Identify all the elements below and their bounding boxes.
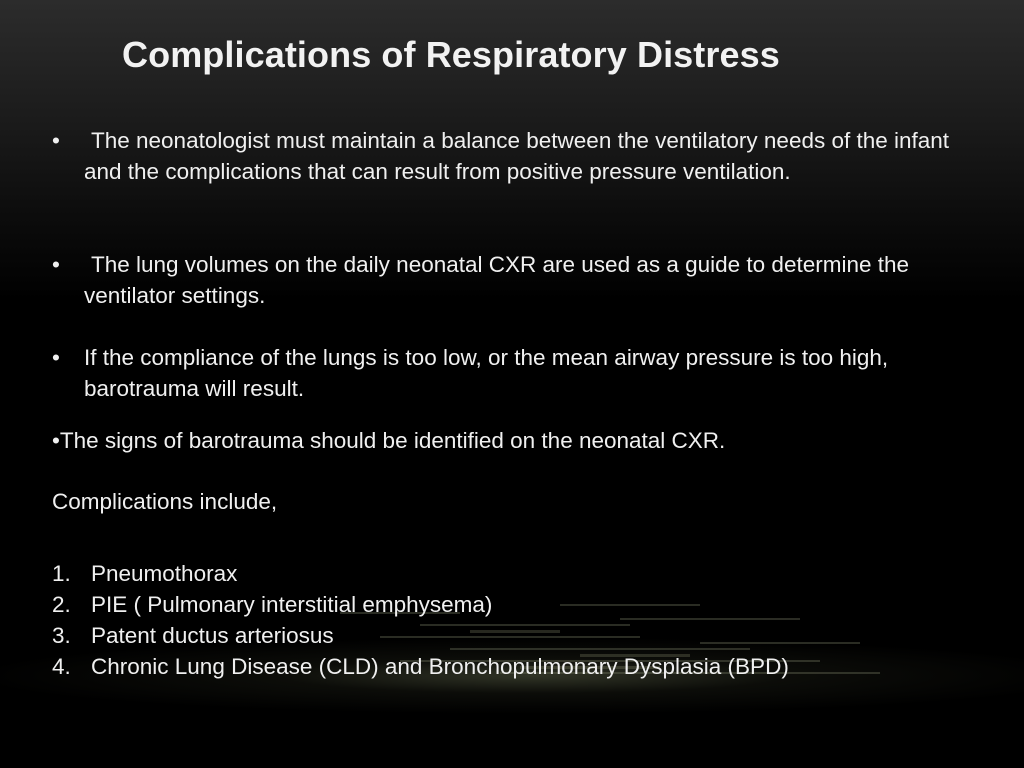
list-label: Patent ductus arteriosus bbox=[91, 623, 334, 648]
list-number: 3. bbox=[52, 623, 71, 648]
complications-list bbox=[52, 558, 789, 682]
bullet-ventilation-balance bbox=[52, 125, 982, 187]
list-item bbox=[52, 589, 789, 620]
list-number: 4. bbox=[52, 654, 71, 679]
list-label: Pneumothorax bbox=[91, 561, 238, 586]
barotrauma-signs-line: •The signs of barotrauma should be identified on the neonatal CXR. bbox=[52, 428, 726, 453]
bullet-text: The lung volumes on the daily neonatal CXR are used as a guide to determine the ventilator settings. bbox=[84, 252, 910, 308]
bullet-text: The neonatologist must maintain a balance between the ventilatory needs of the infant and the complications that can result from positive pressure ventilation. bbox=[84, 128, 950, 184]
bullet-lung-volumes bbox=[52, 249, 982, 311]
list-item bbox=[52, 620, 789, 651]
bullet-marker: • bbox=[52, 252, 60, 277]
list-label: Chronic Lung Disease (CLD) and Bronchopulmonary Dysplasia (BPD) bbox=[91, 654, 789, 679]
list-label: PIE ( Pulmonary interstitial emphysema) bbox=[91, 592, 493, 617]
bullet-marker: • bbox=[52, 128, 60, 153]
bullet-text: If the compliance of the lungs is too low, or the mean airway pressure is too high, barotrauma will result. bbox=[84, 345, 889, 401]
bullet-compliance bbox=[52, 342, 982, 404]
complications-intro: Complications include, bbox=[52, 489, 278, 514]
list-item bbox=[52, 651, 789, 682]
slide-title: Complications of Respiratory Distress bbox=[122, 34, 780, 75]
list-number: 2. bbox=[52, 592, 71, 617]
list-number: 1. bbox=[52, 561, 71, 586]
bullet-marker: • bbox=[52, 345, 60, 370]
list-item bbox=[52, 558, 789, 589]
